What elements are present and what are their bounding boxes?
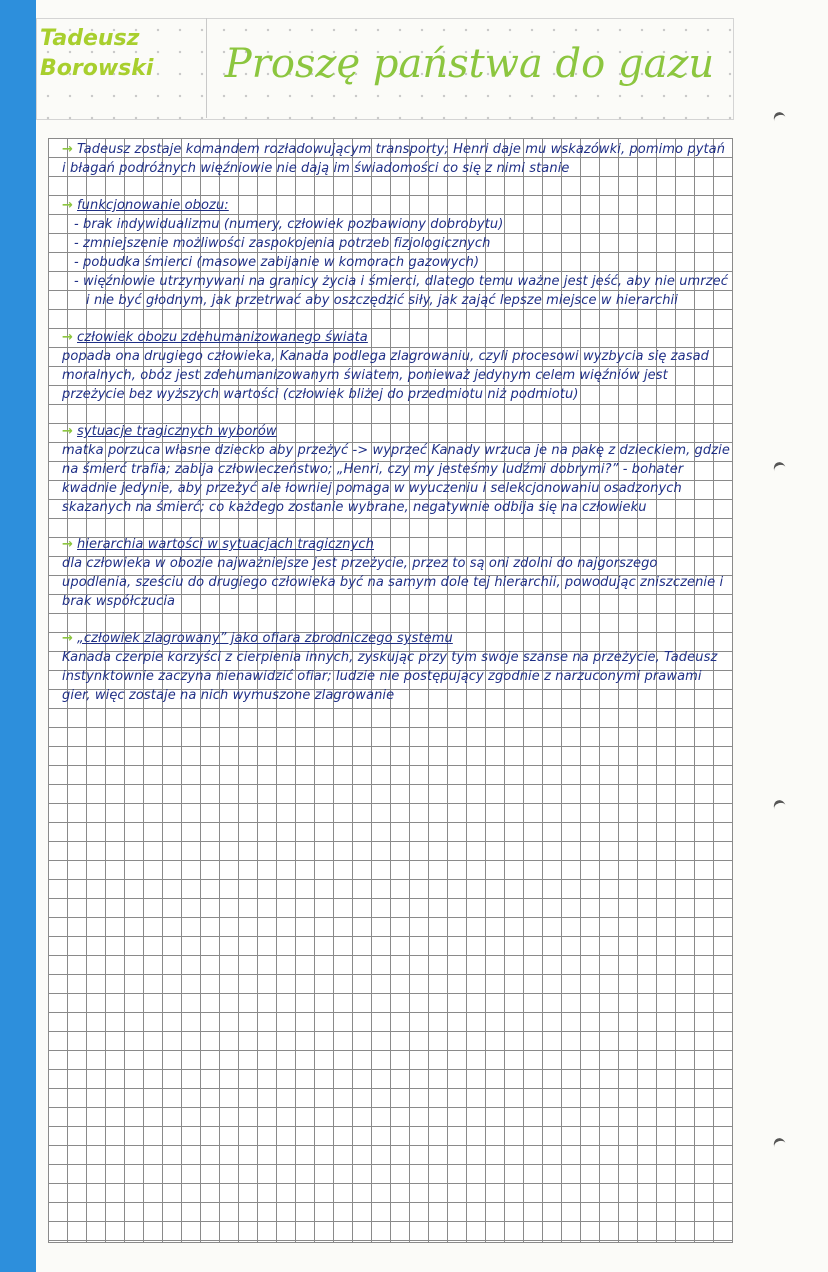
list-item: - więźniowie utrzymywani na granicy życia i śmierci, dlatego temu ważne jest jeść, aby nie umrzeć i nie być głodnym, jak przetrwać aby oszczędzić siły, jak zająć lepsze miejsce w hierarchii xyxy=(86,272,730,310)
note-section-6 xyxy=(62,629,730,705)
note-section-4 xyxy=(62,422,730,517)
list-item: - brak indywidualizmu (numery, człowiek pozbawiony dobrobytu) xyxy=(86,215,730,234)
section-text: popada ona drugiego człowieka, Kanada podlega zlagrowaniu, czyli procesowi wyzbycia się zasad moralnych, obóz jest zdehumanizowanym światem, ponieważ jedynym celem więźniów jest przeżycie bez wyższych wartości (człowiek bliżej do przedmiotu niż podmiotu) xyxy=(62,349,710,402)
arrow-icon: → xyxy=(62,424,73,439)
page-title: Proszę państwa do gazu xyxy=(224,41,715,87)
arrow-icon: → xyxy=(62,631,73,646)
author-name xyxy=(40,24,200,84)
list-item: - pobudka śmierci (masowe zabijanie w komorach gazowych) xyxy=(86,253,730,272)
blue-binder-edge xyxy=(0,0,36,1272)
notes-body xyxy=(62,140,730,723)
camp-features-list xyxy=(62,215,730,310)
note-section-5 xyxy=(62,535,730,611)
note-section-3 xyxy=(62,328,730,404)
note-section-2 xyxy=(62,196,730,310)
section-title: funkcjonowanie obozu: xyxy=(77,198,229,213)
header-divider xyxy=(206,18,207,118)
section-title: człowiek obozu zdehumanizowanego świata xyxy=(77,330,368,345)
arrow-icon: → xyxy=(62,142,73,157)
arrow-icon: → xyxy=(62,330,73,345)
section-text: Tadeusz zostaje komandem rozładowującym transporty; Henri daje mu wskazówki, pomimo pytań i błagań podróżnych więźniowie nie dają im świadomości co się z nimi stanie xyxy=(62,142,726,176)
author-first-name: Tadeusz xyxy=(40,26,140,51)
section-title: hierarchia wartości w sytuacjach tragicznych xyxy=(77,537,375,552)
section-title: „człowiek zlagrowany” jako ofiara zbrodniczego systemu xyxy=(77,631,453,646)
section-text: dla człowieka w obozie najważniejsze jest przeżycie, przez to są oni zdolni do najgorszego upodlenia, sześciu do drugiego człowieka być na samym dole tej hierarchii, powodując zniszczenie i brak współczucia xyxy=(62,556,724,609)
note-section-1 xyxy=(62,140,730,178)
arrow-icon: → xyxy=(62,198,73,213)
arrow-icon: → xyxy=(62,537,73,552)
author-last-name: Borowski xyxy=(40,56,154,81)
section-title: sytuacje tragicznych wyborów xyxy=(77,424,277,439)
section-text: Kanada czerpie korzyści z cierpienia innych, zyskując przy tym swoje szanse na przeżycie, Tadeusz instynktownie zaczyna nienawidzić ofiar; ludzie nie postępujący zgodnie z narzuconymi prawami gier, więc zostaje na nich wymuszone zlagrowanie xyxy=(62,650,718,703)
list-item: - zmniejszenie możliwości zaspokojenia potrzeb fizjologicznych xyxy=(86,234,730,253)
section-text: matka porzuca własne dziecko aby przeżyć -> wyprzeć Kanady wrzuca je na pakę z dzieckiem, gdzie na śmierć trafia; zabija człowieczeństwo; „Henri, czy my jesteśmy ludźmi dobrymi?” - bohater kwadnie jedynie, aby przeżyć ale łowniej pomaga w wyuczeniu i selekcjonowaniu osadzonych skazanych na śmierć; co każdego zostanie wybrane, negatywnie odbija się na człowieku xyxy=(62,443,730,515)
